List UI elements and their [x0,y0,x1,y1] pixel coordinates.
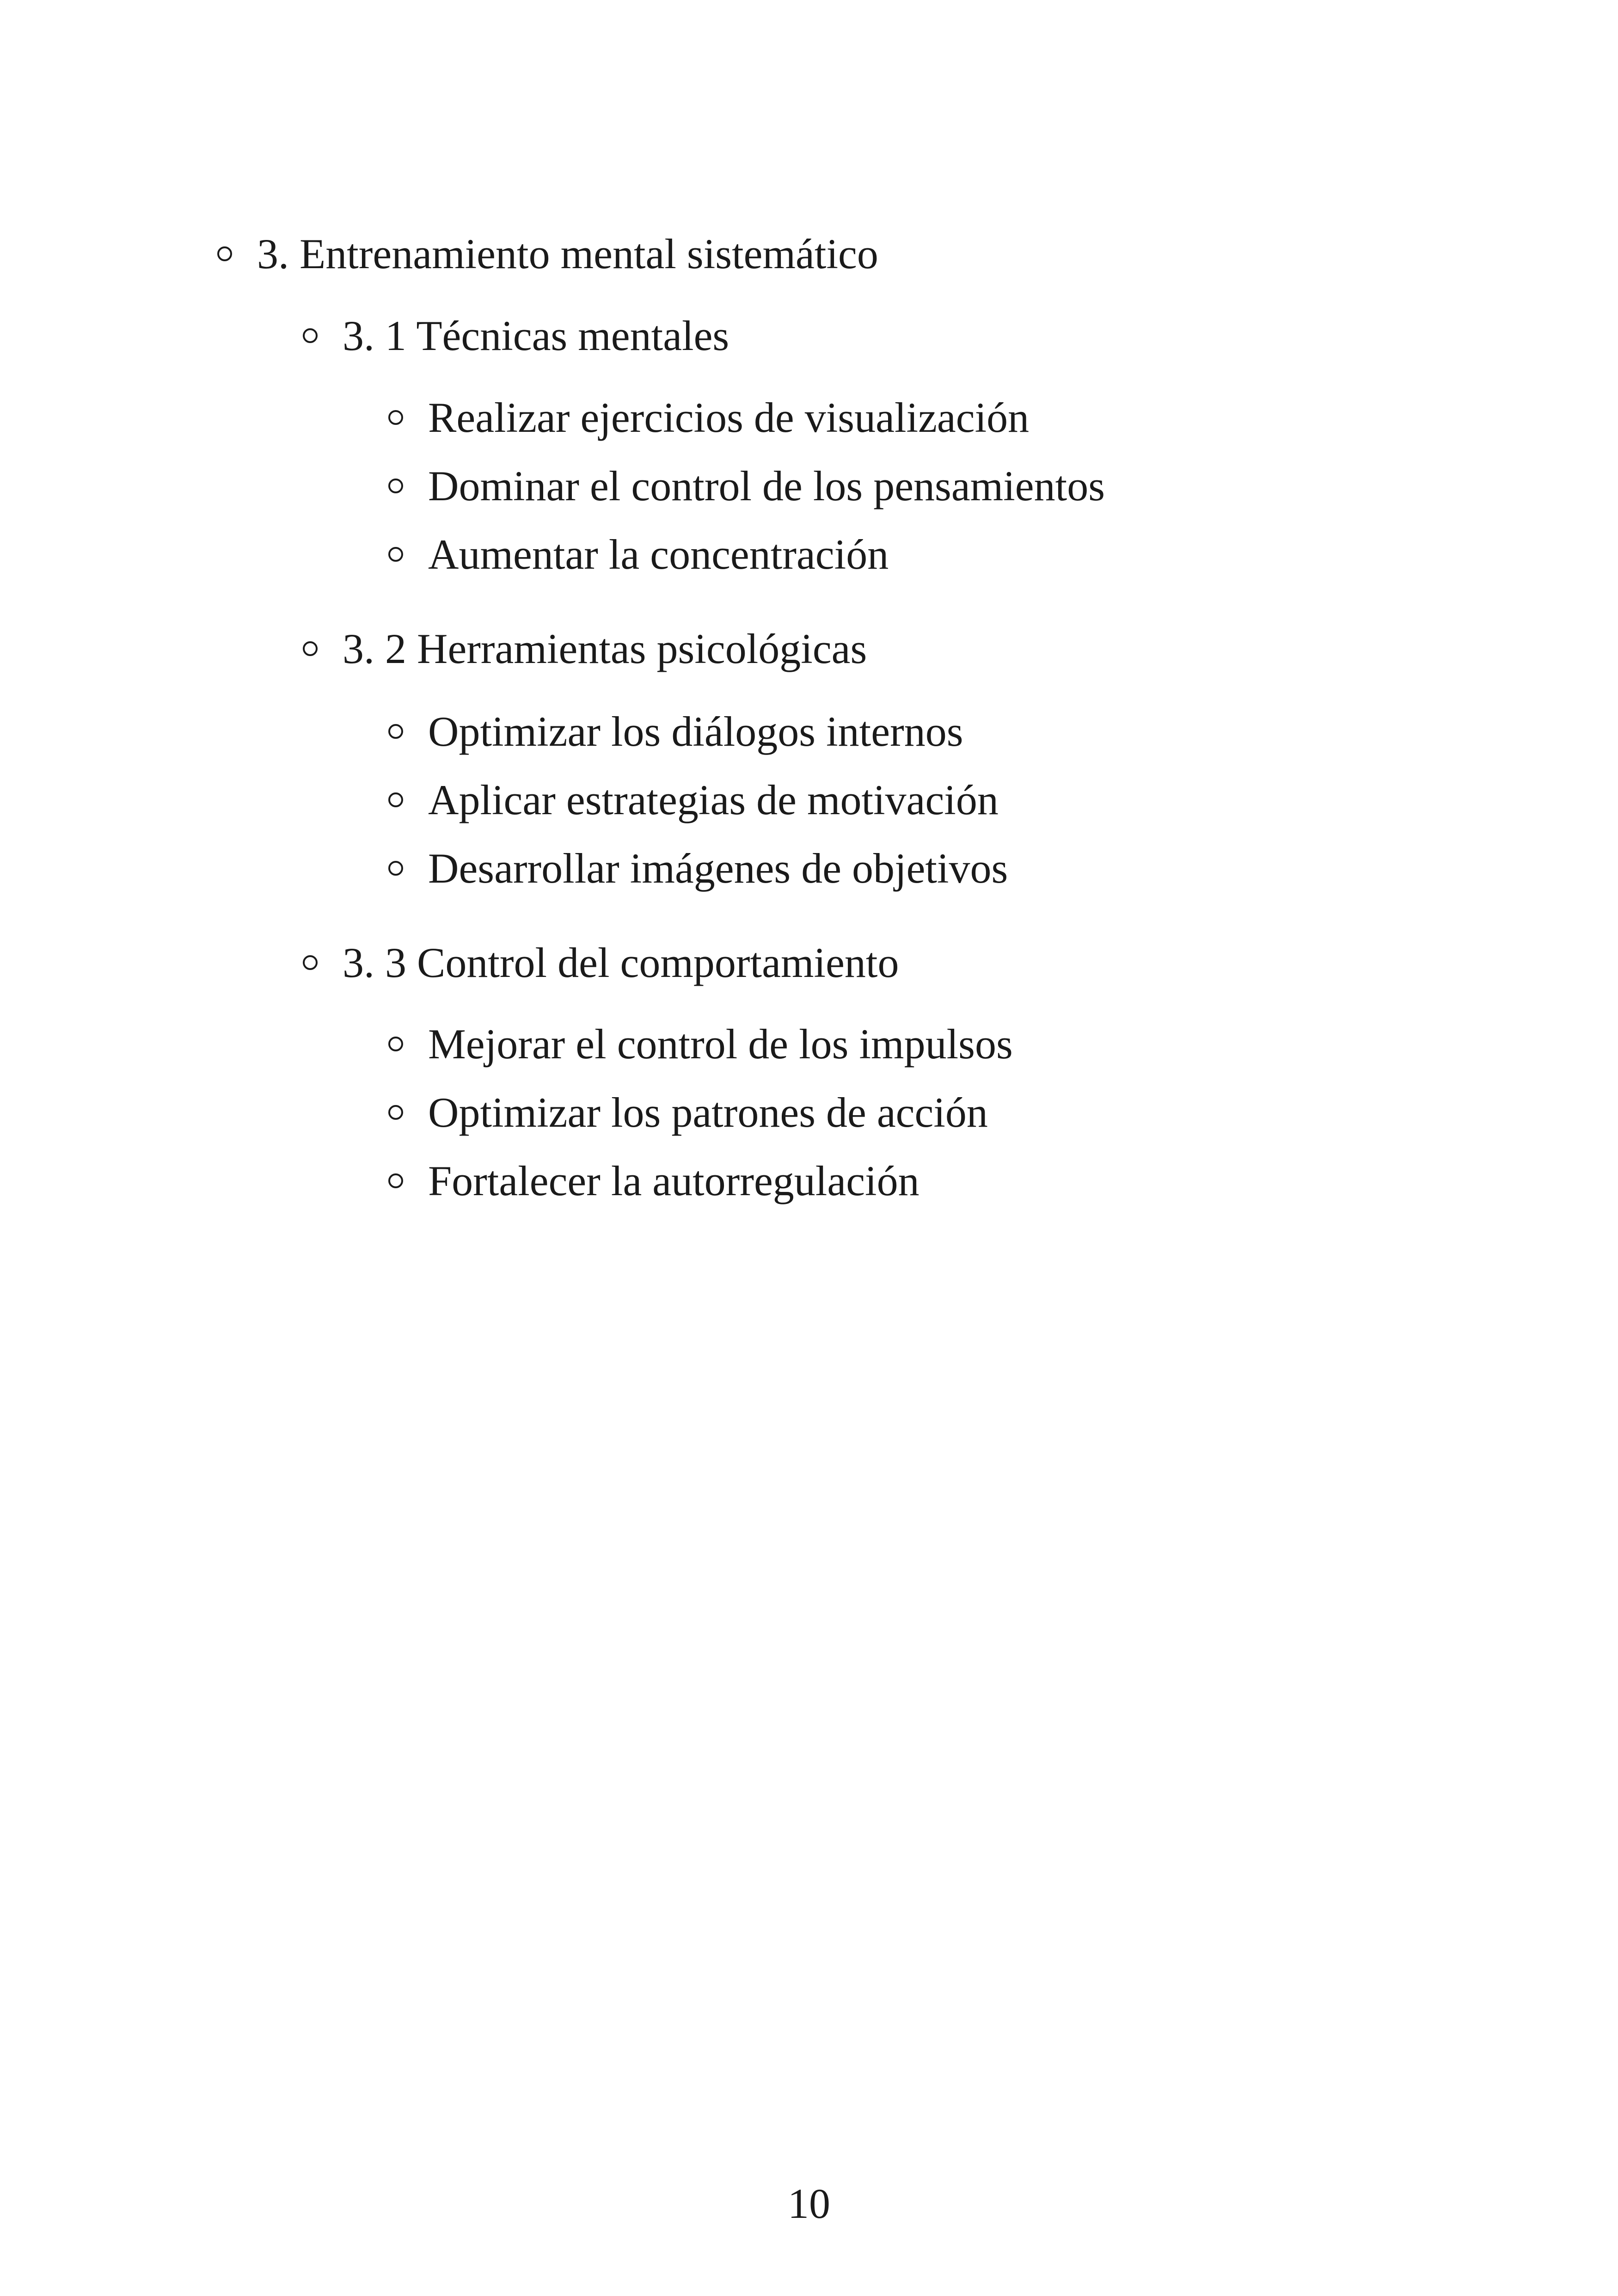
outline-item [388,462,1105,510]
outline-item [388,1020,1013,1068]
outline-item [388,710,963,753]
circle-bullet-icon [303,641,318,656]
item-text: Optimizar los patrones de acción [428,1089,988,1136]
circle-bullet-icon [388,724,403,739]
item-text: Desarrollar imágenes de objetivos [428,845,1008,892]
section-title: 3. Entrenamiento mental sistemático [257,230,878,277]
circle-bullet-icon [388,792,403,807]
item-text: Optimizar los diálogos internos [428,708,963,755]
outline-item [388,776,999,823]
outline-item [388,847,1008,890]
outline-item [388,533,889,576]
circle-bullet-icon [388,861,403,876]
circle-bullet-icon [303,955,318,970]
subsection-title: 3. 2 Herramientas psicológicas [343,625,867,672]
outline-subsection [303,314,729,357]
item-text: Aumentar la concentración [428,531,889,578]
circle-bullet-icon [303,328,318,343]
circle-bullet-icon [388,479,403,493]
circle-bullet-icon [388,1037,403,1051]
item-text: Dominar el control de los pensamientos [428,462,1105,510]
circle-bullet-icon [388,1105,403,1120]
item-text: Aplicar estrategias de motivación [428,776,999,823]
item-text: Realizar ejercicios de visualización [428,394,1030,441]
outline-subsection [303,941,899,984]
subsection-title: 3. 3 Control del comportamiento [343,939,899,986]
circle-bullet-icon [388,410,403,425]
circle-bullet-icon [388,547,403,562]
circle-bullet-icon [388,1173,403,1188]
subsection-title: 3. 1 Técnicas mentales [343,312,729,359]
outline-item [388,1091,988,1134]
outline-subsection [303,627,867,670]
item-text: Mejorar el control de los impulsos [428,1020,1013,1068]
item-text: Fortalecer la autorregulación [428,1157,919,1204]
outline-item [388,396,1029,439]
outline-item [388,1157,919,1204]
outline-section [217,230,878,277]
circle-bullet-icon [217,246,232,261]
page-number: 10 [788,2180,830,2227]
